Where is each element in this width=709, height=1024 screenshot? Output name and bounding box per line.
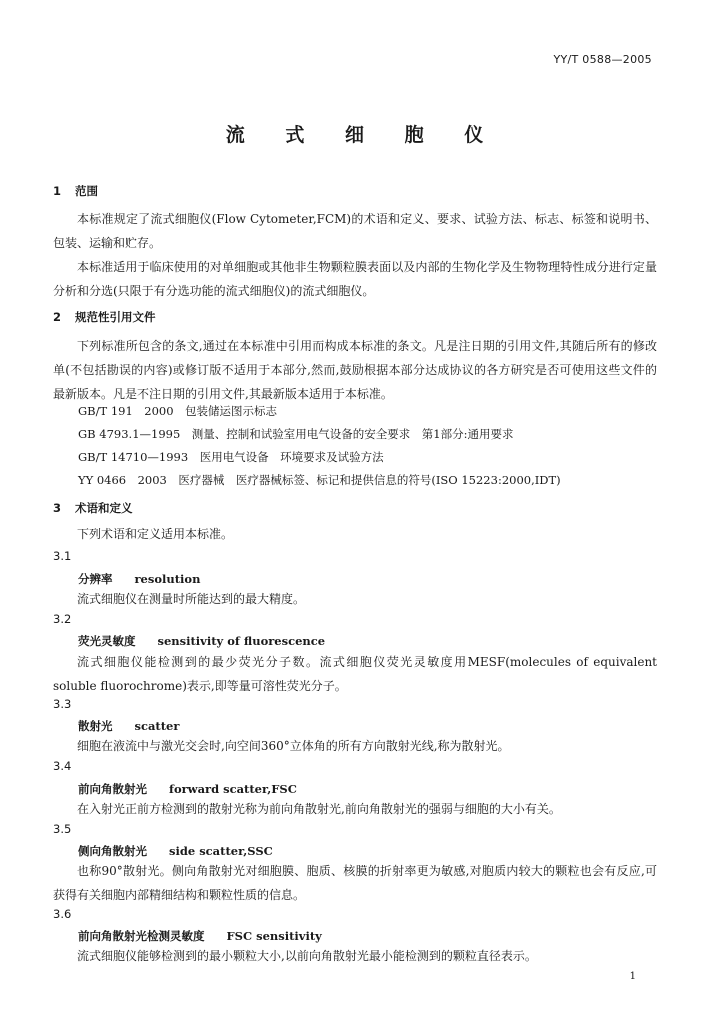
section-number: 3: [53, 501, 62, 515]
term-en: scatter: [134, 719, 180, 733]
term-title: [78, 928, 322, 944]
section-title: 术语和定义: [75, 501, 133, 515]
term-zh: 前向角散射光检测灵敏度: [78, 929, 205, 943]
term-number: 3.2: [53, 612, 72, 626]
term-definition: 细胞在液流中与激光交会时,向空间360°立体角的所有方向散射光线,称为散射光。: [77, 739, 510, 753]
term-title: [78, 781, 297, 797]
section-title: 范围: [75, 184, 98, 198]
term-en: FSC sensitivity: [226, 929, 322, 943]
term-title: [78, 843, 273, 859]
term-en: sensitivity of fluorescence: [157, 634, 326, 648]
scope-paragraph-1: 本标准规定了流式细胞仪(Flow Cytometer,FCM)的术语和定义、要求、试验方法、标志、标签和说明书、包装、运输和贮存。: [53, 212, 657, 250]
term-zh: 荧光灵敏度: [78, 634, 136, 648]
term-title: [78, 633, 325, 649]
standard-code: YY/T 0588—2005: [553, 53, 652, 66]
term-title: [78, 718, 179, 734]
scope-paragraph-2: 本标准适用于临床使用的对单细胞或其他非生物颗粒膜表面以及内部的生物化学及生物物理特性成分进行定量分析和分选(只限于有分选功能的流式细胞仪)的流式细胞仪。: [53, 260, 657, 298]
term-en: forward scatter,FSC: [169, 782, 297, 796]
section-number: 2: [53, 310, 62, 324]
reference-item: GB/T 191 2000 包装储运图示标志: [78, 404, 278, 418]
term-definition: 在入射光正前方检测到的散射光称为前向角散射光,前向角散射光的强弱与细胞的大小有关。: [77, 802, 561, 816]
term-definition: 流式细胞仪能够检测到的最小颗粒大小,以前向角散射光最小能检测到的颗粒直径表示。: [77, 949, 537, 963]
term-number: 3.5: [53, 822, 72, 836]
reference-item: YY 0466 2003 医疗器械 医疗器械标签、标记和提供信息的符号(ISO 15223:2000,IDT): [78, 473, 561, 487]
term-zh: 散射光: [78, 719, 113, 733]
term-number: 3.3: [53, 697, 72, 711]
term-zh: 分辨率: [78, 572, 113, 586]
term-definition: 流式细胞仪在测量时所能达到的最大精度。: [77, 592, 306, 606]
reference-item: GB 4793.1—1995 测量、控制和试验室用电气设备的安全要求 第1部分:通用要求: [78, 427, 514, 441]
section-1-heading: [53, 183, 98, 199]
term-zh: 侧向角散射光: [78, 844, 147, 858]
document-title: 流 式 细 胞 仪: [225, 124, 501, 146]
term-number: 3.6: [53, 907, 72, 921]
term-zh: 前向角散射光: [78, 782, 147, 796]
section-3-heading: [53, 500, 133, 516]
term-en: side scatter,SSC: [169, 844, 273, 858]
term-definition: 流式细胞仪能检测到的最少荧光分子数。流式细胞仪荧光灵敏度用MESF(molecules of equivalent soluble fluorochrome)表示,即等量可溶性荧光分子。: [53, 655, 657, 693]
section-title: 规范性引用文件: [75, 310, 156, 324]
section-2-heading: [53, 309, 156, 325]
normative-references-paragraph: 下列标准所包含的条文,通过在本标准中引用而构成本标准的条文。凡是注日期的引用文件,其随后所有的修改单(不包括勘误的内容)或修订版不适用于本部分,然而,鼓励根据本部分达成协议的各方研究是否可使用这些文件的最新版本。凡是不注日期的引用文件,其最新版本适用于本标准。: [53, 339, 657, 401]
term-title: [78, 571, 200, 587]
term-number: 3.1: [53, 549, 72, 563]
term-number: 3.4: [53, 759, 72, 773]
term-en: resolution: [134, 572, 201, 586]
page-number: 1: [629, 971, 636, 982]
reference-item: GB/T 14710—1993 医用电气设备 环境要求及试验方法: [78, 450, 384, 464]
terms-intro: 下列术语和定义适用本标准。: [77, 527, 234, 541]
term-definition: 也称90°散射光。侧向角散射光对细胞膜、胞质、核膜的折射率更为敏感,对胞质内较大的颗粒也会有反应,可获得有关细胞内部精细结构和颗粒性质的信息。: [53, 864, 657, 902]
section-number: 1: [53, 184, 62, 198]
